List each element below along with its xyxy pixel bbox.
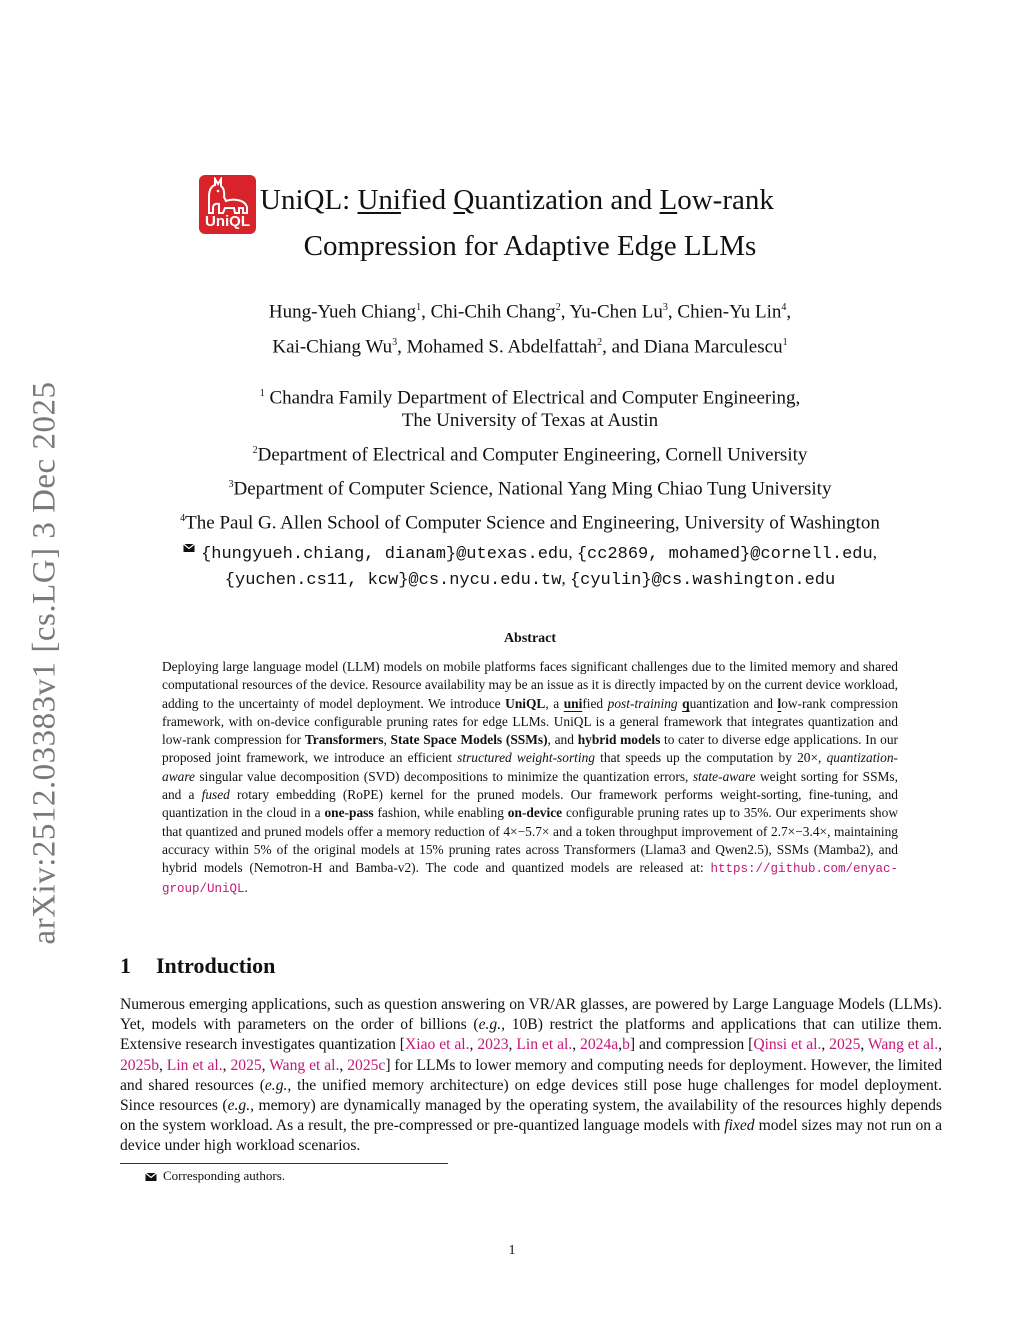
code-link[interactable]: https://github.com/enyac-group/UniQL	[162, 862, 898, 896]
envelope-icon	[183, 543, 195, 553]
title-l: L	[659, 184, 678, 216]
section-heading	[120, 953, 275, 979]
citation-link[interactable]: Lin et al.	[516, 1036, 573, 1054]
section-title: Introduction	[156, 953, 276, 978]
citation-link[interactable]: 2025	[230, 1056, 262, 1074]
paper-title-line2: Compression for Adaptive Edge LLMs	[303, 230, 757, 262]
paper-title: UniQL: Unified Quantization and Low-rank	[260, 184, 774, 216]
title-q: Q	[453, 184, 475, 216]
citation-link[interactable]: Wang et al.	[269, 1056, 340, 1074]
affiliation-3: $^3$Department of Computer Science, National Yang Ming Chiao Tung University	[228, 478, 832, 500]
section-number: 1	[120, 953, 131, 978]
page-number: 1	[508, 1243, 516, 1258]
authors-line2: Kai-Chiang Wu$^3$, Mohamed S. Abdelfattah$^2$, and Diana Marculescu$^1$	[272, 336, 788, 358]
abstract-body: Deploying large language model (LLM) models on mobile platforms faces significant challenges due to the limited memory and shared computational resources of the device. Resource availability may be an issue as it is directly impacted by on the current device workload, adding to the uncertainty of model deployment. We introduce UniQL, a unified post-training quantization and low-rank compression framework, with on-device configurable pruning rates for edge LLMs. UniQL is a general framework that integrates quantization and low-rank compression for Transformers, State Space Models (SSMs), and hybrid models to cater to diverse edge applications. In our proposed joint framework, we introduce an efficient structured weight-sorting that speeds up the computation by 20×, quantization-aware singular value decomposition (SVD) decompositions to minimize the quantization errors, state-aware weight sorting for SSMs, and a fused rotary embedding (RoPE) kernel for the pruned models. Our framework performs weight-sorting, fine-tuning, and quantization in the cloud in a one-pass fashion, while enabling on-device configurable pruning rates up to 35%. Our experiments show that quantized and pruned models offer a memory reduction of 4×−5.7× and a token throughput improvement of 2.7×−3.4×, maintaining accuracy within 5% of the original models at 15% pruning rates across Transformers (Llama3 and Qwen2.5), SSMs (Mamba2), and hybrid models (Nemotron-H and Bamba-v2). The code and quantized models are released at: https://github.com/enyac-group/UniQL.	[162, 659, 899, 896]
footnote-rule	[120, 1163, 448, 1164]
footnote	[145, 1168, 285, 1184]
citation-link[interactable]: b	[622, 1036, 630, 1054]
email-utexas[interactable]: {hungyueh.chiang, dianam}@utexas.edu	[201, 545, 569, 564]
email-cornell[interactable]: {cc2869, mohamed}@cornell.edu	[576, 545, 873, 564]
emails: {hungyueh.chiang, dianam}@utexas.edu, {cc2869, mohamed}@cornell.edu, {yuchen.cs11, kcw}@cs.nycu.edu.tw, {cyulin}@cs.washington.edu	[140, 541, 920, 593]
abstract-heading: Abstract	[503, 631, 557, 646]
citation-link[interactable]: 2025b	[120, 1056, 159, 1074]
intro-paragraph: Numerous emerging applications, such as question answering on VR/AR glasses, are powered by Large Language Models (LLMs). Yet, models with parameters on the order of billions (e.g., 10B) restrict the platforms and applications that can utilize them. Extensive research investigates quantization [Xiao et al., 2023, Lin et al., 2024a,b] and compression [Qinsi et al., 2025, Wang et al., 2025b, Lin et al., 2025, Wang et al., 2025c] for LLMs to lower memory and computing needs for deployment. However, the limited and shared resources (e.g., the unified memory architecture) on edge devices still pose huge challenges for model deployment. Since resources (e.g., memory) are dynamically managed by the operating system, the availability of the resources highly depends on the system workload. As a result, the pre-compressed or pre-quantized language models with fixed model sizes may not run on a device under high workload scenarios.	[120, 996, 943, 1155]
affiliation-4: $^4$The Paul G. Allen School of Computer Science and Engineering, University of Washington	[180, 512, 880, 534]
affiliation-1: $^1$ Chandra Family Department of Electrical and Computer Engineering, The University of Texas at Austin	[259, 387, 801, 432]
footnote-text: Corresponding authors.	[163, 1168, 286, 1183]
citation-link[interactable]: 2025	[829, 1036, 861, 1054]
logo-text: UniQL	[205, 213, 250, 230]
envelope-icon	[145, 1172, 157, 1182]
affiliation-2: $^2$Department of Electrical and Computer Engineering, Cornell University	[252, 444, 808, 466]
citation-link[interactable]: Xiao et al.	[404, 1036, 470, 1054]
citation-link[interactable]: 2025c	[347, 1056, 386, 1074]
citation-link[interactable]: 2023	[477, 1036, 509, 1054]
citation-link[interactable]: Lin et al.	[166, 1056, 223, 1074]
arxiv-stamp-text: arXiv:2512.03383v1 [cs.LG] 3 Dec 2025	[26, 381, 63, 944]
email-washington[interactable]: {cyulin}@cs.washington.edu	[569, 571, 836, 590]
email-nycu[interactable]: {yuchen.cs11, kcw}@cs.nycu.edu.tw	[224, 571, 562, 590]
citation-link[interactable]: 2024a	[580, 1036, 619, 1054]
arxiv-stamp	[20, 380, 70, 945]
title-uniql: UniQL	[260, 184, 343, 216]
authors-line1: Hung-Yueh Chiang$^1$, Chi-Chih Chang$^2$, Yu-Chen Lu$^3$, Chien-Yu Lin$^4$,	[268, 301, 792, 323]
citation-link[interactable]: Qinsi et al.	[753, 1036, 822, 1054]
title-uni: Uni	[357, 184, 401, 216]
citation-link[interactable]: Wang et al.	[867, 1036, 939, 1054]
